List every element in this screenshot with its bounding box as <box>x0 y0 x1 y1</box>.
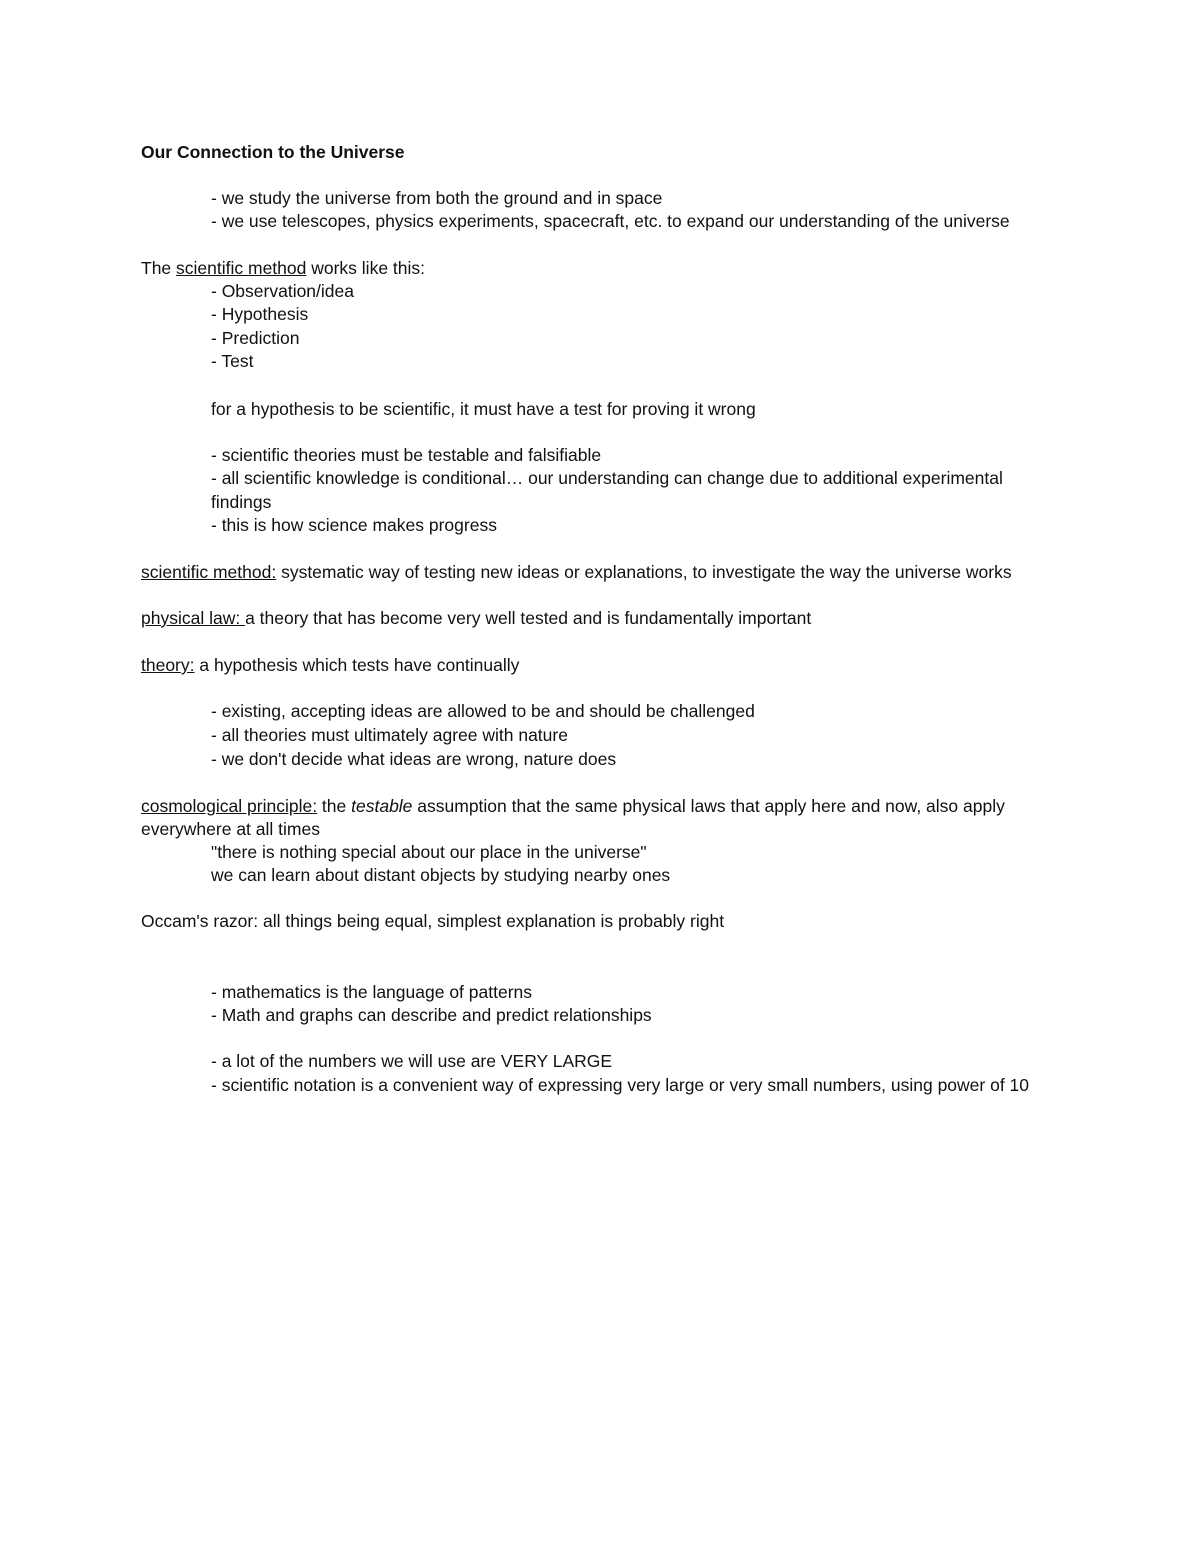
list-item: - we use telescopes, physics experiments, spacecraft, etc. to expand our understanding of the universe <box>211 211 1010 231</box>
method-intro-term: scientific method <box>176 258 307 278</box>
list-item-continuation: findings <box>211 492 272 512</box>
list-item: - all theories must ultimately agree with nature <box>211 725 568 745</box>
method-step: - Prediction <box>211 328 300 348</box>
definition-physical-law <box>141 607 811 629</box>
definition-term: physical law: <box>141 608 246 628</box>
definition-term: cosmological principle: <box>141 796 318 816</box>
definition-text: the <box>317 796 352 816</box>
method-intro-line <box>141 257 425 279</box>
occams-razor: Occam's razor: all things being equal, simplest explanation is probably right <box>141 911 725 931</box>
list-item: - mathematics is the language of patterns <box>211 982 533 1002</box>
definition-term: theory: <box>141 655 195 675</box>
definition-text: systematic way of testing new ideas or explanations, to investigate the way the universe works <box>276 562 1012 582</box>
list-item: - a lot of the numbers we will use are VERY LARGE <box>211 1051 613 1071</box>
definition-scientific-method <box>141 561 1012 583</box>
definition-continuation: everywhere at all times <box>141 819 320 839</box>
definition-cosmological-principle <box>141 795 1005 817</box>
list-item: - scientific notation is a convenient way of expressing very large or very small numbers, using power of 10 <box>211 1075 1030 1095</box>
definition-theory <box>141 654 519 676</box>
method-step: - Observation/idea <box>211 281 354 301</box>
method-step: - Test <box>211 351 254 371</box>
list-item: - all scientific knowledge is conditional… our understanding can change due to additional experimental <box>211 468 1003 488</box>
hypothesis-note: for a hypothesis to be scientific, it must have a test for proving it wrong <box>211 399 756 419</box>
cosmological-note: we can learn about distant objects by studying nearby ones <box>211 865 671 885</box>
cosmological-quote: "there is nothing special about our place in the universe" <box>211 842 647 862</box>
definition-text: assumption that the same physical laws that apply here and now, also apply <box>412 796 1005 816</box>
method-intro-after: works like this: <box>306 258 426 278</box>
list-item: - this is how science makes progress <box>211 515 497 535</box>
definition-text: a theory that has become very well tested and is fundamentally important <box>245 608 812 628</box>
list-item: - scientific theories must be testable and falsifiable <box>211 445 602 465</box>
definition-text: a hypothesis which tests have continually <box>194 655 520 675</box>
list-item: - we don't decide what ideas are wrong, nature does <box>211 749 617 769</box>
list-item: - existing, accepting ideas are allowed to be and should be challenged <box>211 701 755 721</box>
list-item: - Math and graphs can describe and predict relationships <box>211 1005 652 1025</box>
definition-term: scientific method: <box>141 562 277 582</box>
list-item: - we study the universe from both the ground and in space <box>211 188 663 208</box>
method-intro-before: The <box>141 258 177 278</box>
emphasis-text: testable <box>351 796 413 816</box>
method-step: - Hypothesis <box>211 304 309 324</box>
page-title: Our Connection to the Universe <box>141 142 405 162</box>
